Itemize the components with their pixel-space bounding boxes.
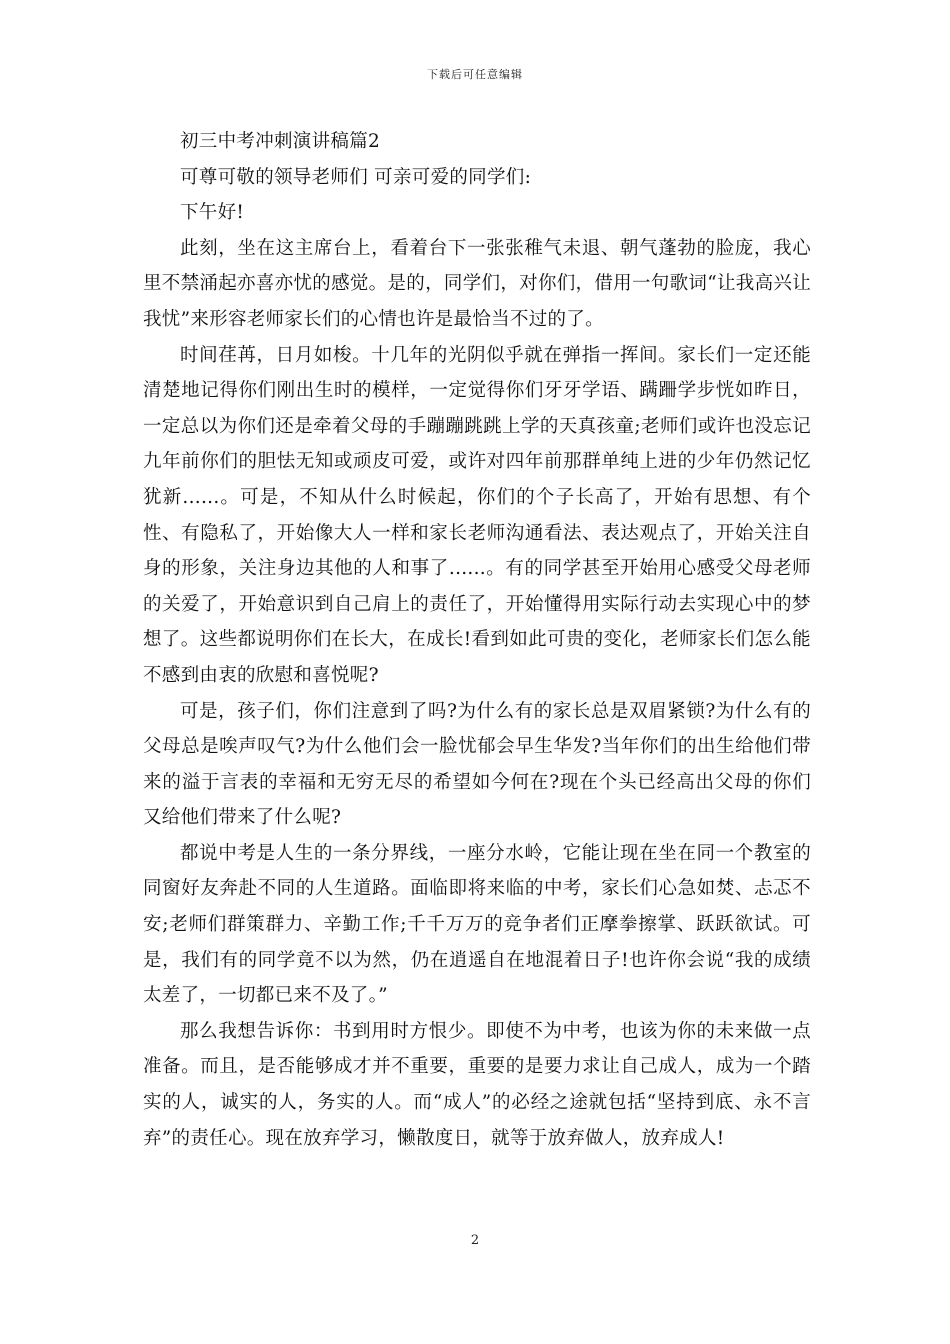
page-header: 下载后可任意编辑 [427,68,523,81]
salutation: 可尊可敬的领导老师们 可亲可爱的同学们: [180,166,532,188]
body-paragraph: 那么我想告诉你：书到用时方恨少。即使不为中考，也该为你的未来做一点准备。而且，是否能够成才并不重要，重要的是要力求让自己成人，成为一个踏实的人，诚实的人，务实的人。而“成人”的必经之途就包括“坚持到底、永不言弃”的责任心。现在放弃学习，懒散度日，就等于放弃做人，放弃成人! [143,1020,811,1149]
body-paragraph: 时间荏苒，日月如梭。十几年的光阴似乎就在弹指一挥间。家长们一定还能清楚地记得你们刚出生时的模样，一定觉得你们牙牙学语、蹒跚学步恍如昨日，一定总以为你们还是牵着父母的手蹦蹦跳跳上学的天真孩童;老师们或许也没忘记九年前你们的胆怯无知或顽皮可爱，或许对四年前那群单纯上进的少年仍然记忆犹新......。可是，不知从什么时候起，你们的个子长高了，开始有思想、有个性、有隐私了，开始像大人一样和家长老师沟通看法、表达观点了，开始关注自身的形象，关注身边其他的人和事了......。有的同学甚至开始用心感受父母老师的关爱了，开始意识到自己肩上的责任了，开始懂得用实际行动去实现心中的梦想了。这些都说明你们在长大，在成长!看到如此可贵的变化，老师家长们怎么能不感到由衷的欣慰和喜悦呢? [143,344,811,686]
body-paragraph: 可是，孩子们，你们注意到了吗?为什么有的家长总是双眉紧锁?为什么有的父母总是唉声叹气?为什么他们会一脸忧郁会早生华发?当年你们的出生给他们带来的溢于言表的幸福和无穷无尽的希望如今何在?现在个头已经高出父母的你们又给他们带来了什么呢? [143,700,811,829]
body-paragraph: 都说中考是人生的一条分界线，一座分水岭，它能让现在坐在同一个教室的同窗好友奔赴不同的人生道路。面临即将来临的中考，家长们心急如焚、忐忑不安;老师们群策群力、辛勤工作;千千万万的竞争者们正摩拳擦掌、跃跃欲试。可是，我们有的同学竟不以为然，仍在逍遥自在地混着日子!也许你会说“我的成绩太差了，一切都已来不及了。” [143,842,811,1007]
document-body [143,124,811,1156]
page-number: 2 [470,1233,480,1248]
greeting: 下午好! [180,202,245,224]
body-paragraph: 此刻，坐在这主席台上，看着台下一张张稚气未退、朝气蓬勃的脸庞，我心里不禁涌起亦喜亦忧的感觉。是的，同学们，对你们，借用一句歌词“让我高兴让我忧”来形容老师家长们的心情也许是最恰当不过的了。 [143,237,811,330]
section-title: 初三中考冲刺演讲稿篇2 [180,131,381,152]
